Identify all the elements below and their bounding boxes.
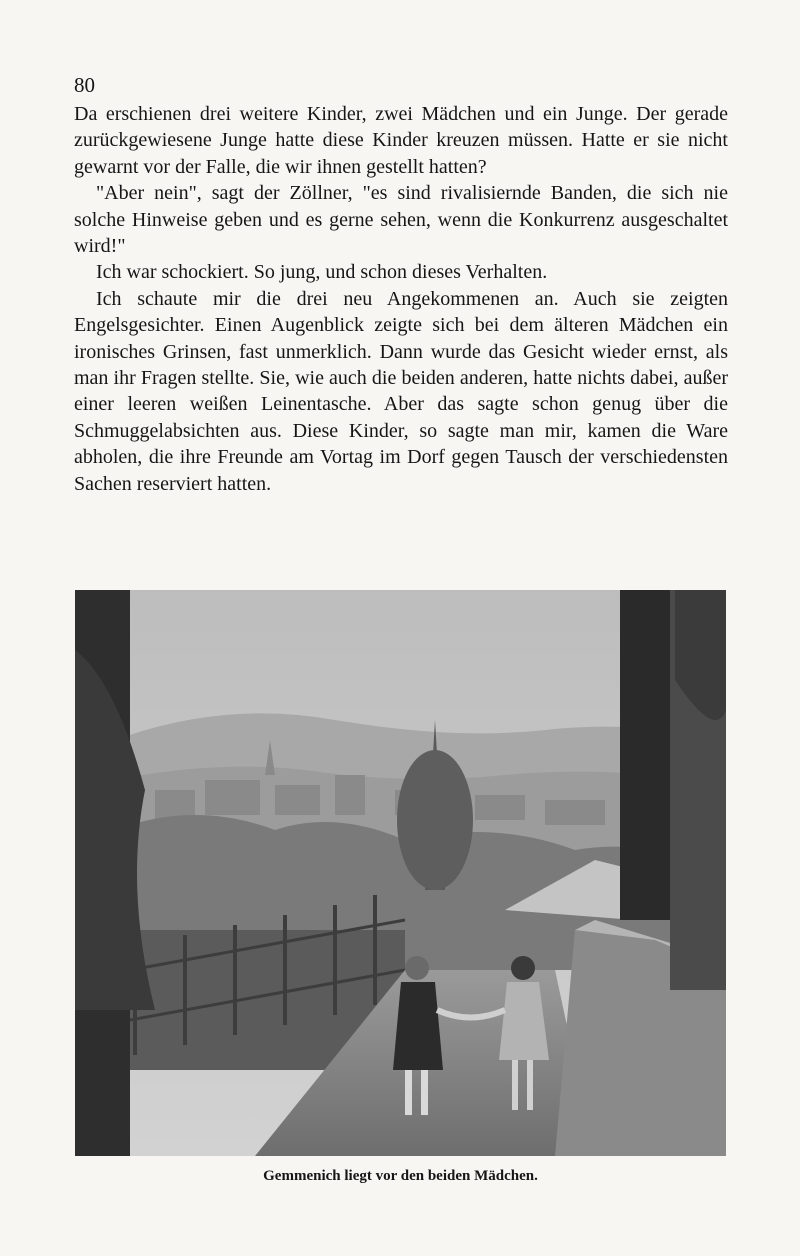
photo-caption: Gemmenich liegt vor den beiden Mädchen. <box>263 1168 538 1184</box>
village-photo <box>75 590 726 1156</box>
paragraph: Da erschienen drei weitere Kinder, zwei Mädchen und ein Junge. Der gerade zurückgewiesene Junge hatte diese Kinder kreuzen müssen. Hatte er sie nicht gewarnt vor der Falle, die wir ihnen gestellt hatten? <box>74 103 728 178</box>
paragraph: "Aber nein", sagt der Zöllner, "es sind rivalisiernde Banden, die sich nie solche Hinweise geben und es gerne sehen, wenn die Konkurrenz ausgeschaltet wird!" <box>74 182 728 258</box>
page-number: 80 <box>74 73 95 97</box>
paragraph: Ich war schockiert. So jung, und schon dieses Verhalten. <box>96 261 548 284</box>
paragraph: Ich schaute mir die drei neu Angekommenen an. Auch sie zeigten Engelsgesichter. Einen Augenblick zeigte sich bei dem älteren Mädchen ein ironisches Grinsen, fast unmerklich. Dann wurde das Gesicht wieder ernst, als man ihr Fragen stellte. Sie, wie auch die beiden anderen, hatte nichts dabei, außer einer leeren weißen Leinentasche. Aber das sagte schon genug über die Schmuggelabsichten aus. Diese Kinder, so sagte man mir, kamen die Ware abholen, die ihre Freunde am Vortag im Dorf gegen Tausch der verschiedensten Sachen reserviert hatten. <box>74 287 728 495</box>
body-text <box>74 101 728 497</box>
